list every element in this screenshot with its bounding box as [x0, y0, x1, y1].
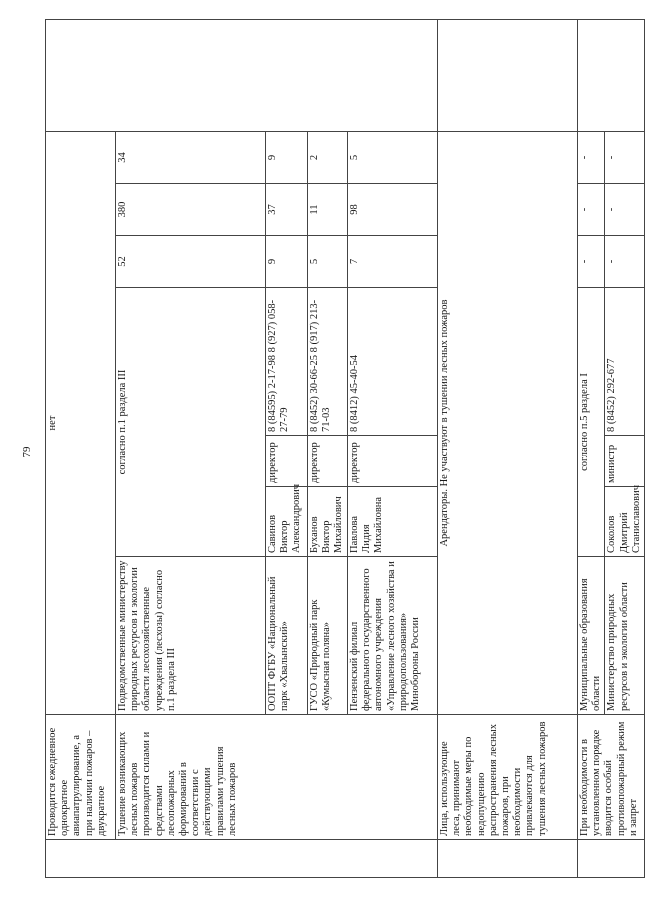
empty-right-column — [438, 20, 578, 132]
table-row — [116, 20, 266, 878]
cell-phone: 8 (8412) 45-40-54 — [348, 288, 438, 436]
empty-right-column — [578, 20, 645, 132]
cell-num: 52 — [116, 236, 266, 288]
forest-fire-table — [45, 19, 645, 878]
cell-phone: 8 (84595) 2-17-98 8 (927) 058-27-79 — [266, 288, 308, 436]
cell-org: ООПТ ФГБУ «Национальный парк «Хвалынский» — [266, 557, 308, 715]
empty-left-column — [438, 840, 578, 878]
cell-person: Буханов Виктор Михайлович — [308, 487, 348, 557]
cell-position: министр — [605, 436, 645, 487]
cell-num: 5 — [308, 236, 348, 288]
empty-left-column — [46, 840, 438, 878]
empty-right-column — [46, 20, 438, 132]
cell-phone: 8 (8452) 30-66-25 8 (917) 213-71-03 — [308, 288, 348, 436]
cell-num: 380 — [116, 184, 266, 236]
cell-num: - — [578, 236, 605, 288]
cell-org: Пензенский филиал федерального государственного автономного учреждения «Управление лесного хозяйства и природопользования» Минобороны России — [348, 557, 438, 715]
cell-num: 9 — [266, 236, 308, 288]
cell-position: директор — [266, 436, 308, 487]
rotated-table-container — [45, 20, 642, 878]
cell-num: - — [605, 184, 645, 236]
cell-measure: Лица, использующие леса, принимают необходимые меры по недопущению распространения лесных пожаров, при необходимости привлекаются для тушения лесных пожаров — [438, 715, 578, 840]
cell-num: 11 — [308, 184, 348, 236]
table-row — [438, 20, 578, 878]
cell-num: 37 — [266, 184, 308, 236]
cell-position: директор — [348, 436, 438, 487]
cell-org: Министерство природных ресурсов и экологии области — [605, 557, 645, 715]
cell-measure: При необходимости в установленном порядке вводится особый противопожарный режим и запрет — [578, 715, 645, 840]
cell-ref: согласно п.1 раздела III — [116, 288, 266, 557]
cell-num: 2 — [308, 132, 348, 184]
cell-person: Павлова Лидия Михайловна — [348, 487, 438, 557]
cell-value: Арендаторы. Не участвуют в тушении лесных пожаров — [438, 132, 578, 715]
cell-org: Подведомственные министерству природных ресурсов и экологии области лесохозяйственные учреждения (лесхозы) согласно п.1 раздела III — [116, 557, 266, 715]
cell-person: Соколов Дмитрий Станиславович — [605, 487, 645, 557]
cell-num: - — [605, 132, 645, 184]
cell-num: - — [578, 132, 605, 184]
empty-left-column — [578, 840, 645, 878]
cell-org: ГУСО «Природный парк «Кумысная поляна» — [308, 557, 348, 715]
cell-num: - — [605, 236, 645, 288]
cell-position: директор — [308, 436, 348, 487]
cell-measure: Тушение возникающих лесных пожаров производится силами и средствами лесопожарных формирований в соответствии с действующими правилами тушения лесных пожаров — [116, 715, 438, 840]
cell-value: нет — [46, 132, 116, 715]
table-row — [578, 20, 605, 878]
cell-phone: 8 (8452) 292-677 — [605, 288, 645, 436]
cell-num: 7 — [348, 236, 438, 288]
cell-num: 34 — [116, 132, 266, 184]
cell-measure: Проводится ежедневное однократное авиапатрулирование, а при наличии пожаров – двукратное — [46, 715, 116, 840]
page-number: 79 — [21, 446, 33, 458]
cell-person: Савинов Виктор Александрович — [266, 487, 308, 557]
cell-num: 98 — [348, 184, 438, 236]
cell-org: Муниципальные образования области — [578, 557, 605, 715]
table-row — [46, 20, 116, 878]
cell-num: - — [578, 184, 605, 236]
cell-num: 9 — [266, 132, 308, 184]
cell-ref: согласно п.5 раздела I — [578, 288, 605, 557]
cell-num: 5 — [348, 132, 438, 184]
